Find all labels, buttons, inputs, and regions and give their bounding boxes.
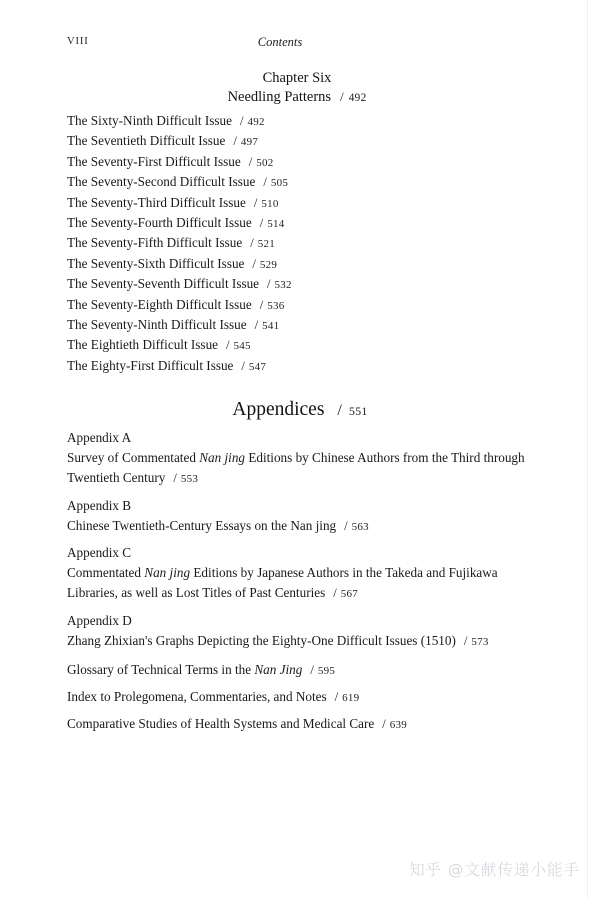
- separator-slash: /: [259, 297, 264, 312]
- separator-slash: /: [241, 358, 245, 373]
- watermark: 知乎 @文献传递小能手: [409, 861, 580, 879]
- appendix-entry[interactable]: [67, 543, 547, 604]
- chapter-heading-block: [0, 69, 594, 108]
- toc-entry[interactable]: [67, 295, 547, 315]
- toc-entry-page: 521: [257, 238, 275, 251]
- toc-entry[interactable]: [67, 131, 547, 151]
- page-edge-rule: [587, 0, 588, 898]
- appendix-entry[interactable]: [67, 611, 547, 652]
- toc-entry-title: The Seventy-First Difficult Issue: [67, 153, 241, 169]
- toc-entry[interactable]: [67, 111, 547, 131]
- appendix-page: 563: [351, 520, 369, 533]
- separator-slash: /: [239, 114, 244, 128]
- toc-entry-title: The Eightieth Difficult Issue: [67, 337, 219, 353]
- separator-slash: /: [259, 215, 264, 230]
- separator-slash: /: [254, 317, 259, 332]
- toc-entry-page: 639: [389, 719, 408, 731]
- toc-entry-title: The Seventieth Difficult Issue: [67, 133, 226, 149]
- separator-slash: /: [226, 338, 230, 353]
- appendix-entry[interactable]: [67, 496, 547, 537]
- toc-entry[interactable]: [67, 710, 547, 737]
- appendix-list: [67, 428, 547, 658]
- chapter-label: Chapter Six: [262, 70, 332, 86]
- trailing-entry-list: [67, 656, 547, 737]
- appendix-label: Appendix B: [67, 497, 132, 513]
- appendix-description: Chinese Twentieth-Century Essays on the Nan jing / 563: [67, 516, 537, 537]
- toc-entry-page: 541: [262, 319, 280, 332]
- chapter-page-number: 492: [348, 92, 367, 104]
- separator-slash: /: [252, 256, 256, 271]
- toc-entry-page: 536: [267, 299, 285, 312]
- toc-entry-page: 545: [233, 340, 251, 353]
- separator-slash: /: [334, 690, 339, 704]
- appendix-page: 553: [180, 473, 199, 485]
- toc-entry-page: 510: [261, 197, 279, 210]
- toc-entry-page: 532: [274, 279, 292, 292]
- toc-entry-page: 497: [240, 136, 259, 149]
- appendix-description: Zhang Zhixian's Graphs Depicting the Eighty-One Difficult Issues (1510) / 573: [67, 631, 537, 652]
- separator-slash: /: [340, 90, 344, 104]
- toc-entry-title: The Eighty-First Difficult Issue: [67, 357, 234, 373]
- separator-slash: /: [253, 195, 258, 210]
- toc-entry[interactable]: [67, 152, 547, 172]
- toc-entry-page: 505: [270, 177, 289, 190]
- toc-entry-title: The Seventy-Ninth Difficult Issue: [67, 316, 247, 332]
- separator-slash: /: [263, 175, 267, 190]
- toc-entry-page: 619: [342, 692, 360, 704]
- appendix-label: Appendix D: [67, 612, 132, 628]
- appendix-label: Appendix A: [67, 430, 132, 445]
- appendix-description: Survey of Commentated Nan jing Editions by Chinese Authors from the Third through Twentieth Century / 553: [67, 448, 537, 489]
- appendices-heading: [0, 399, 600, 421]
- toc-entry-title: Glossary of Technical Terms in the Nan Jing: [67, 662, 303, 677]
- separator-slash: /: [173, 471, 177, 485]
- toc-entry-title: The Seventy-Eighth Difficult Issue: [67, 296, 252, 312]
- toc-entry-title: The Sixty-Ninth Difficult Issue: [67, 113, 232, 128]
- running-head-title: Contents: [257, 35, 303, 49]
- running-head: [0, 36, 600, 56]
- separator-slash: /: [333, 586, 337, 600]
- separator-slash: /: [267, 277, 271, 292]
- toc-entry[interactable]: [67, 315, 547, 335]
- toc-entry[interactable]: [67, 335, 547, 355]
- separator-slash: /: [248, 154, 253, 169]
- appendices-heading-page: 551: [348, 404, 368, 418]
- separator-slash: /: [310, 663, 314, 677]
- toc-entry-page: 547: [248, 360, 267, 373]
- toc-entry-title: Index to Prolegomena, Commentaries, and Notes: [67, 689, 327, 704]
- appendix-entry[interactable]: [67, 428, 547, 489]
- toc-entry[interactable]: [67, 233, 547, 253]
- appendix-page: 573: [471, 635, 489, 648]
- difficult-issue-list: [67, 111, 547, 376]
- separator-slash: /: [250, 236, 254, 251]
- toc-entry[interactable]: [67, 172, 547, 192]
- toc-entry[interactable]: [67, 274, 547, 294]
- toc-entry-title: The Seventy-Fourth Difficult Issue: [67, 214, 252, 230]
- toc-entry[interactable]: [67, 254, 547, 274]
- toc-entry-title: The Seventy-Fifth Difficult Issue: [67, 235, 243, 251]
- toc-entry-title: The Seventy-Seventh Difficult Issue: [67, 276, 260, 292]
- chapter-title-line: [0, 88, 594, 108]
- chapter-title-text: Needling Patterns: [227, 89, 332, 105]
- toc-entry[interactable]: [67, 656, 547, 683]
- separator-slash: /: [233, 134, 237, 149]
- toc-entry-page: 502: [256, 156, 274, 169]
- appendix-page: 567: [340, 588, 358, 600]
- toc-entry[interactable]: [67, 683, 547, 710]
- toc-entry-title: The Seventy-Second Difficult Issue: [67, 174, 256, 190]
- appendix-description: Commentated Nan jing Editions by Japanese Authors in the Takeda and Fujikawa Libraries, as well as Lost Titles of Past Centuries / 567: [67, 563, 537, 604]
- toc-entry-page: 529: [259, 258, 278, 271]
- separator-slash: /: [382, 717, 386, 731]
- separator-slash: /: [337, 402, 342, 419]
- folio-number: VIII: [67, 36, 89, 47]
- toc-entry-page: 595: [317, 665, 336, 677]
- appendices-heading-label: Appendices: [232, 399, 325, 420]
- toc-entry-title: The Seventy-Sixth Difficult Issue: [67, 255, 245, 271]
- toc-entry[interactable]: [67, 356, 547, 376]
- toc-entry[interactable]: [67, 193, 547, 213]
- toc-entry-title: Comparative Studies of Health Systems and Medical Care: [67, 716, 375, 731]
- toc-entry-page: 492: [247, 116, 265, 128]
- separator-slash: /: [463, 633, 468, 648]
- toc-entry-page: 514: [267, 217, 285, 230]
- separator-slash: /: [344, 518, 348, 533]
- toc-entry[interactable]: [67, 213, 547, 233]
- toc-entry-title: The Seventy-Third Difficult Issue: [67, 194, 246, 210]
- appendix-label: Appendix C: [67, 545, 132, 560]
